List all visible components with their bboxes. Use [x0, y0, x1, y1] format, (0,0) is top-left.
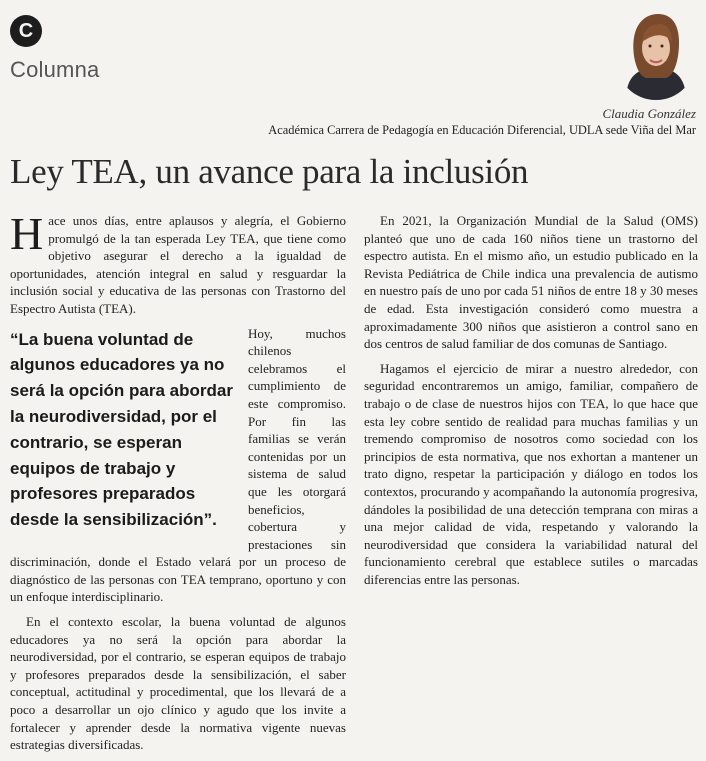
- article-column-right: [364, 212, 698, 595]
- author-role: Académica Carrera de Pedagogía en Educación Diferencial, UDLA sede Viña del Mar: [268, 123, 696, 137]
- article-paragraph: [10, 208, 346, 318]
- column-badge: C: [10, 15, 42, 47]
- author-photo: [616, 6, 696, 100]
- article-paragraph: En el contexto escolar, la buena voluntad de algunos educadores ya no será la opción para abordar la neurodiversidad, por el contrario, se esperan equipos de trabajo y profesores preparados desde la sensibilización, el saber conceptual, actitudinal y procedimental, que los llevará de a poco a desarrollar un ojo clínico y agudo que los invite a fortalecer y aprender desde la normativa vigente nuevas estrategias diversificadas.: [10, 614, 346, 753]
- paragraph-text: ace unos días, entre aplausos y alegría, el Gobierno promulgó de la tan esperada Ley TEA, que tiene como objetivo asegurar el derecho a la igualdad de oportunidades, atención integral en salud y resguardar la inclusión social y educativa de las personas con Trastorno del Espectro Autista (TEA).: [10, 213, 346, 316]
- article-paragraph: Hagamos el ejercicio de mirar a nuestro alrededor, con seguridad encontraremos un amigo, familiar, compañero de trabajo o de clase de nuestros hijos con TEA, lo que hace que esta ley cobre sentido de realidad para muchas familias y un tremendo compromiso de nosotros como sociedad con los principios de esta normativa, que nos exhortan a mantener un trato digno, respetar la participación y diálogo en todos los contextos, procurando y acompañando la autonomía progresiva, dándoles la posibilidad de una detección temprana con miras a una mejor calidad de vida, respetando y valorando la neurodiversidad que considera la variabilidad natural del funcionamiento cerebral que establece sutiles o marcadas diferencias entre las personas.: [364, 360, 698, 587]
- author-name: Claudia González: [602, 106, 696, 121]
- article-column-left: [10, 208, 346, 761]
- article-paragraph: En 2021, la Organización Mundial de la Salud (OMS) planteó que uno de cada 160 niños tiene un trastorno del espectro autista. En el mismo año, un estudio publicado en la Revista Pediátrica de Chile indica una prevalencia de autismo en nuestro país de uno por cada 51 niños de entre 18 y 30 meses de edad. Esta investigación consideró como muestra a aproximadamente 300 niños que asistieron a control sano en dos centros de salud familiar de dos comunas de Santiago.: [364, 213, 698, 352]
- article-headline: Ley TEA, un avance para la inclusión: [10, 152, 529, 191]
- section-label: Columna: [10, 57, 100, 82]
- author-portrait-icon: [616, 6, 696, 100]
- paragraph-text: Hoy, muchos chilenos celebramos el cumplimiento de este compromiso. Por fin las familias se verán contenidas por un sistema de salud que les otorgará beneficios, cobertura y prestaciones sin discriminación, donde el Estado velará por un proceso de diagnóstico de las personas con TEA temprano, oportuno y con un enfoque interdisciplinario.: [10, 325, 346, 605]
- drop-cap: H: [10, 208, 44, 259]
- article-paragraph: [10, 325, 346, 607]
- pull-quote: “La buena voluntad de algunos educadores ya no será la opción para abordar la neurodiversidad, por el contrario, se esperan equipos de trabajo y profesores preparados desde la sensibilización”.: [10, 329, 233, 530]
